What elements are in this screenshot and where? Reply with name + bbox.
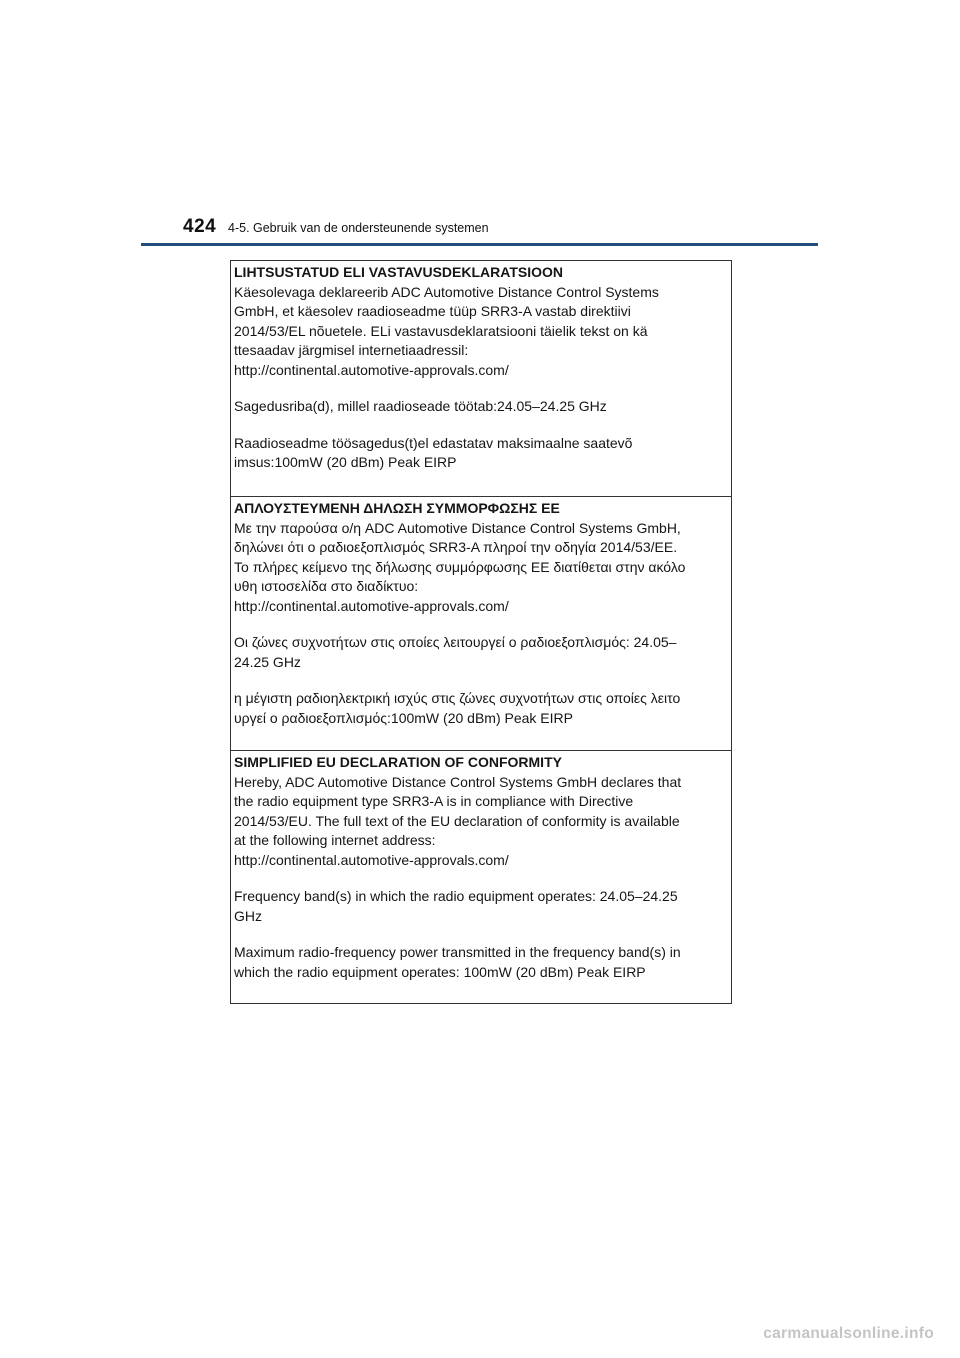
max-power-line: imsus:100mW (20 dBm) Peak EIRP <box>234 454 457 470</box>
section-title: 4-5. Gebruik van de ondersteunende systemen <box>228 221 489 235</box>
page-number: 424 <box>183 216 217 237</box>
declaration-estonian <box>231 260 731 496</box>
declaration-body-line: the radio equipment type SRR3-A is in compliance with Directive <box>234 793 634 809</box>
frequency-band-line: Frequency band(s) in which the radio equipment operates: 24.05–24.25 <box>234 888 678 904</box>
declaration-heading: ΑΠΛΟΥΣΤΕΥΜΕΝΗ ΔΗΛΩΣΗ ΣΥΜΜΟΡΦΩΣΗΣ ΕΕ <box>234 500 560 516</box>
header-rule <box>141 243 818 246</box>
declaration-body-line: 2014/53/EU. The full text of the EU declaration of conformity is available <box>234 812 680 829</box>
declaration-url: http://continental.automotive-approvals.com/ <box>234 361 509 378</box>
frequency-band-line: 24.25 GHz <box>234 653 301 670</box>
declaration-greek <box>231 496 731 750</box>
declaration-body-line: ttesaadav järgmisel internetiaadressil: <box>234 342 469 358</box>
declaration-body-line: υθη ιστοσελίδα στο διαδίκτυο: <box>234 578 419 594</box>
declaration-body-line: GmbH, et käesolev raadioseadme tüüp SRR3-A vastab direktiivi <box>234 303 631 319</box>
declaration-url: http://continental.automotive-approvals.com/ <box>234 597 509 614</box>
declaration-english <box>231 750 731 1004</box>
max-power-line: υργεί ο ραδιοεξοπλισμός:100mW (20 dBm) Peak EIRP <box>234 709 573 726</box>
watermark: carmanualsonline.info <box>763 1325 934 1342</box>
declaration-url: http://continental.automotive-approvals.com/ <box>234 851 509 868</box>
declaration-body-line: δηλώνει ότι ο ραδιοεξοπλισμός SRR3-A πληροί την οδηγία 2014/53/ΕΕ. <box>234 539 678 555</box>
declaration-body-line: Με την παρούσα ο/η ADC Automotive Distance Control Systems GmbH, <box>234 519 681 536</box>
max-power-line: Maximum radio-frequency power transmitted in the frequency band(s) in <box>234 944 681 960</box>
declaration-heading: LIHTSUSTATUD ELI VASTAVUSDEKLARATSIOON <box>234 264 563 280</box>
page-header <box>0 0 960 250</box>
max-power-line: Raadioseadme töösagedus(t)el edastatav maksimaalne saatevõ <box>234 434 633 451</box>
frequency-band-line: GHz <box>234 907 262 924</box>
declaration-body-line: at the following internet address: <box>234 832 436 848</box>
frequency-band-line: Sagedusriba(d), millel raadioseade töötab:24.05–24.25 GHz <box>234 398 607 414</box>
declaration-body-line: Το πλήρες κείμενο της δήλωσης συμμόρφωσης ΕΕ διατίθεται στην ακόλο <box>234 558 686 575</box>
declaration-body-line: Hereby, ADC Automotive Distance Control Systems GmbH declares that <box>234 773 682 790</box>
declaration-box <box>230 260 732 1004</box>
declaration-heading: SIMPLIFIED EU DECLARATION OF CONFORMITY <box>234 754 562 770</box>
frequency-band-line: Οι ζώνες συχνοτήτων στις οποίες λειτουργεί ο ραδιοεξοπλισμός: 24.05– <box>234 634 677 650</box>
declaration-body-line: Käesolevaga deklareerib ADC Automotive Distance Control Systems <box>234 283 659 300</box>
max-power-line: η μέγιστη ραδιοηλεκτρική ισχύς στις ζώνες συχνοτήτων στις οποίες λειτο <box>234 690 681 706</box>
max-power-line: which the radio equipment operates: 100mW (20 dBm) Peak EIRP <box>234 963 646 980</box>
declaration-body-line: 2014/53/EL nõuetele. ELi vastavusdeklaratsiooni täielik tekst on kä <box>234 322 648 339</box>
